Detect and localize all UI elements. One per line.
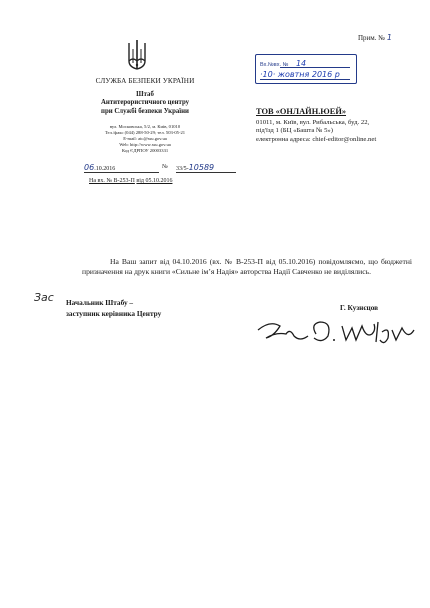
- incoming-date-handwritten: ·10· жовтня 2016 р: [260, 70, 340, 79]
- stamp-underline-2: [260, 79, 350, 80]
- copy-number: [358, 33, 392, 42]
- recipient-address: [256, 119, 416, 144]
- dept-line-1: Штаб: [136, 91, 154, 98]
- reference-line: [89, 178, 172, 184]
- incoming-label: Вх.№вх. №: [260, 62, 289, 68]
- trident-emblem-icon: [126, 39, 148, 73]
- reference-date: від 05.10.2016: [136, 178, 173, 184]
- recipient-email: електронна адреса: chief-editor@online.net: [256, 135, 377, 143]
- outgoing-number-printed: 33/5-: [176, 166, 189, 172]
- department-name: [60, 91, 230, 116]
- incoming-number-handwritten: 14: [295, 59, 307, 68]
- outgoing-date-handwritten: 06: [84, 163, 95, 172]
- recipient-street: 01011, м. Київ, вул. Рибальська, буд. 22,: [256, 119, 370, 126]
- outgoing-date-printed: .10.2016: [94, 166, 116, 172]
- copy-number-handwritten: 1: [386, 33, 392, 42]
- outgoing-date: [84, 163, 159, 173]
- recipient-building: під'їзд 1 (БЦ «Башта № 5»): [256, 127, 333, 135]
- copy-label: Прим. №: [357, 34, 385, 42]
- sender-email: E-mail: atc@ssu.gov.ua: [123, 136, 167, 141]
- sender-web: Web: http://www.ssu.gov.ua: [119, 142, 171, 147]
- agency-name: СЛУЖБА БЕЗПЕКИ УКРАЇНИ: [95, 77, 195, 85]
- sender-street: вул. Московська, 5/2, м. Київ, 01010: [109, 124, 181, 129]
- outgoing-number: [176, 163, 236, 173]
- handwritten-annotation: Зас: [34, 291, 54, 304]
- stamp-underline-1: [280, 67, 350, 68]
- sender-code: Код ЄДРПОУ 20003331: [121, 148, 169, 153]
- dept-line-3: при Службі безпеки України: [101, 107, 189, 115]
- recipient-name: ТОВ «ОНЛАЙН.ЮЕЙ»: [256, 107, 347, 116]
- letter-body: На Ваш запит від 04.10.2016 (вх. № В-253-П від 05.10.2016) повідомляємо, що бюджетні призначення на друк книги «Сильне ім’я Надія» авторства Надії Савченко не виділялись.: [82, 257, 412, 276]
- incoming-stamp: [255, 54, 357, 84]
- sender-phone: Тел./факс (044) 288-50-29; тел. 503-05-21: [104, 130, 186, 135]
- reference-number: На вх. № В-253-П: [89, 178, 135, 184]
- sender-address: [70, 124, 220, 154]
- handwritten-signature: [250, 312, 420, 354]
- dept-line-2: Антитерористичного центру: [100, 99, 190, 107]
- signer-title-line1: Начальник Штабу –: [66, 298, 134, 307]
- number-label: №: [162, 164, 168, 170]
- signer-title: [66, 298, 161, 319]
- signer-title-line2: заступник керівника Центру: [66, 308, 162, 318]
- outgoing-number-handwritten: 10589: [188, 163, 215, 172]
- signer-name: Г. Кузнєцов: [340, 303, 379, 312]
